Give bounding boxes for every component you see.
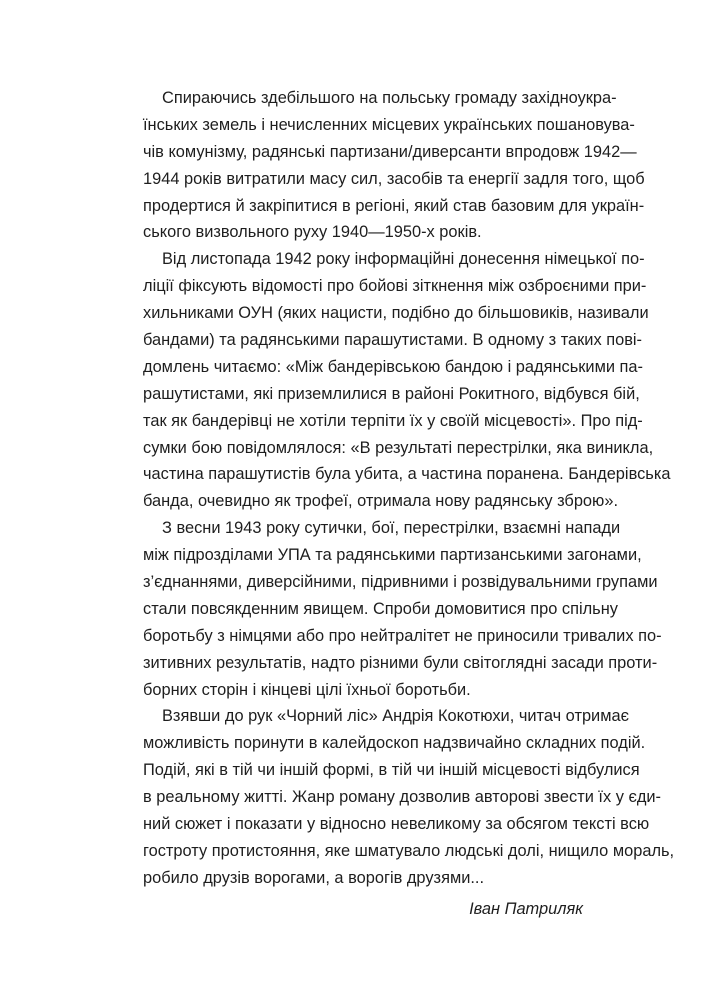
text-line: борних сторін і кінцеві цілі їхньої боротьби. xyxy=(143,680,471,699)
text-line: ліції фіксують відомості про бойові зіткнення між озброєними при- xyxy=(143,277,647,296)
text-line: рашутистами, які приземлилися в районі Рокитного, відбувся бій, xyxy=(143,384,640,403)
text-line: Подій, які в тій чи іншій формі, в тій чи іншій місцевості відбулися xyxy=(143,761,640,780)
text-line: домлень читаємо: «Між бандерівською бандою і радянськими па- xyxy=(143,357,643,376)
paragraph-4 xyxy=(143,703,675,891)
text-line: частина парашутистів була убита, а частина поранена. Бандерівська xyxy=(143,465,671,484)
text-line: так як бандерівці не хотіли терпіти їх у своїй місцевості». Про під- xyxy=(143,411,643,430)
text-line: гостроту протистояння, яке шматувало людські долі, нищило мораль, xyxy=(143,841,675,860)
text-line: можливість поринути в калейдоскоп надзвичайно складних подій. xyxy=(143,734,646,753)
text-line: ського визвольного руху 1940—1950-х років. xyxy=(143,223,482,242)
author-signature: Іван Патриляк xyxy=(469,899,583,918)
text-line: робило друзів ворогами, а ворогів друзями... xyxy=(143,868,485,887)
text-line: зитивних результатів, надто різними були світоглядні засади проти- xyxy=(143,653,658,672)
text-line: продертися й закріпитися в регіоні, який став базовим для україн- xyxy=(143,196,645,215)
text-line: боротьбу з німцями або про нейтралітет не приносили тривалих по- xyxy=(143,626,662,645)
text-line: стали повсякденним явищем. Спроби домовитися про спільну xyxy=(143,599,618,618)
text-line: бандами) та радянськими парашутистами. В одному з таких пові- xyxy=(143,331,643,350)
text-line: Взявши до рук «Чорний ліс» Андрія Кокотюхи, читач отримає xyxy=(162,707,629,726)
text-line: в реальному житті. Жанр роману дозволив авторові звести їх у єди- xyxy=(143,788,662,807)
paragraph-3 xyxy=(143,515,662,703)
text-line: ний сюжет і показати у відносно невеликому за обсягом тексті всю xyxy=(143,815,650,834)
paragraph-2 xyxy=(143,246,671,515)
text-line: з’єднаннями, диверсійними, підривними і розвідувальними групами xyxy=(143,573,658,592)
text-line: хильниками ОУН (яких нацисти, подібно до більшовиків, називали xyxy=(143,304,649,323)
text-line: банда, очевидно як трофеї, отримала нову радянську зброю». xyxy=(143,492,619,511)
text-line: З весни 1943 року сутички, бої, перестрілки, взаємні напади xyxy=(162,519,621,538)
paragraph-1 xyxy=(143,85,645,246)
text-line: Спираючись здебільшого на польську громаду західноукра- xyxy=(162,89,617,107)
text-line: чів комунізму, радянські партизани/диверсанти впродовж 1942— xyxy=(143,142,637,161)
text-line: 1944 років витратили масу сил, засобів та енергії задля того, щоб xyxy=(143,169,645,188)
text-line: Від листопада 1942 року інформаційні донесення німецької по- xyxy=(162,250,645,269)
text-block xyxy=(143,85,675,924)
text-line: їнських земель і нечисленних місцевих українських пошановува- xyxy=(143,115,635,134)
text-line: між підрозділами УПА та радянськими партизанськими загонами, xyxy=(143,546,642,565)
text-line: сумки бою повідомлялося: «В результаті перестрілки, яка виникла, xyxy=(143,438,654,457)
